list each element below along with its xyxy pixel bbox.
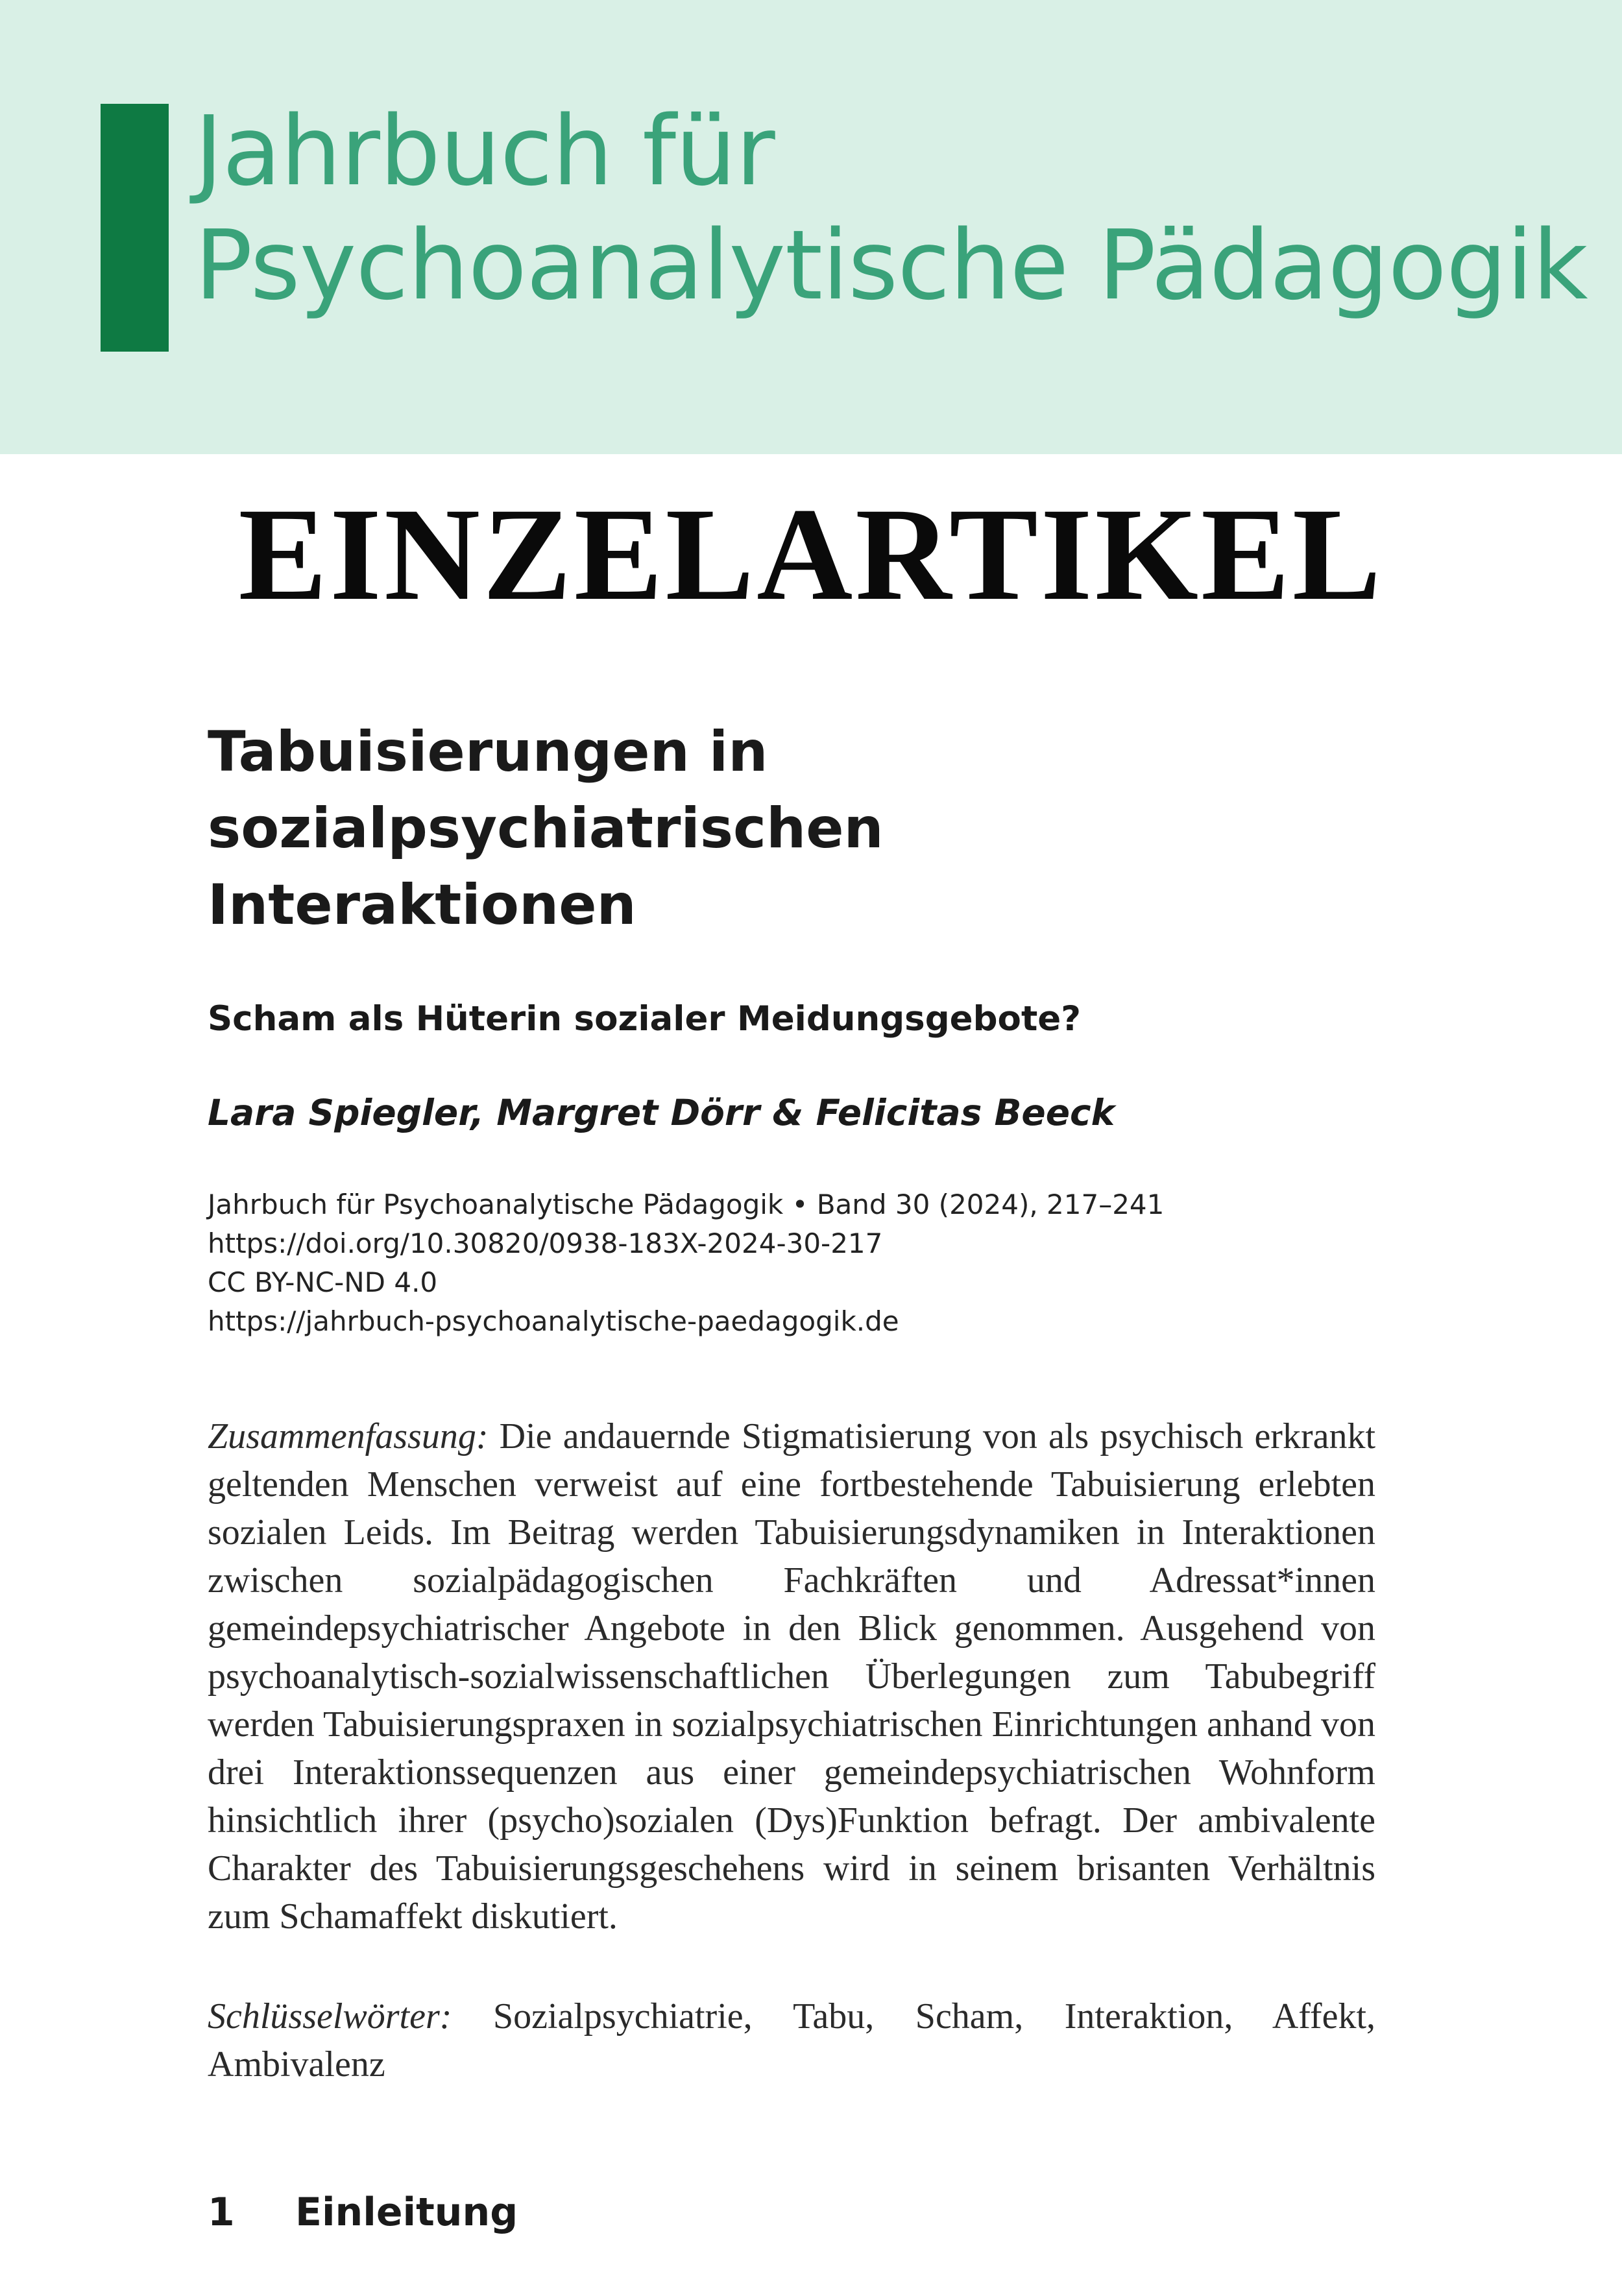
article-title-line2: sozialpsychiatrischen xyxy=(208,796,884,861)
article-title-line1: Tabuisierungen in xyxy=(208,719,768,784)
article-title xyxy=(208,714,1375,943)
abstract-text: Die andauernde Stigmatisierung von als psychisch erkrankt geltenden Menschen verweist auf eine fortbestehende Tabuisierung erlebten sozialen Leids. Im Beitrag werden Tabuisierungsdynamiken in Interaktionen zwischen sozialpädagogischen Fachkräften und Adressat*innen gemeindepsychiatrischer Angebote in den Blick genommen. Ausgehend von psychoanalytisch-sozialwissenschaftlichen Überlegungen zum Tabubegriff werden Tabuisierungspraxen in sozialpsychiatrischen Einrichtungen anhand von drei Interaktionssequenzen aus einer gemeindepsychiatrischen Wohnform hinsichtlich ihrer (psycho)sozialen (Dys)Funktion befragt. Der ambivalente Charakter des Tabuisierungsgeschehens wird in seinem brisanten Verhältnis zum Schamaffekt diskutiert. xyxy=(208,1416,1376,1937)
banner-accent-bar xyxy=(101,104,169,352)
abstract xyxy=(208,1412,1375,1940)
section-heading xyxy=(208,2186,518,2238)
article-content xyxy=(208,714,1375,2088)
document-type-label: EINZELARTIKEL xyxy=(238,481,1384,628)
keywords-label: Schlüsselwörter: xyxy=(208,1996,493,2036)
doi-link[interactable]: https://doi.org/10.30820/0938-183X-2024-30-217 xyxy=(208,1227,883,1259)
section-title: Einleitung xyxy=(295,2190,518,2235)
article-subtitle: Scham als Hüterin sozialer Meidungsgebote? xyxy=(208,999,1081,1039)
license-line: CC BY-NC-ND 4.0 xyxy=(208,1266,438,1298)
abstract-label: Zusammenfassung: xyxy=(208,1416,500,1456)
citation-line: Jahrbuch für Psychoanalytische Pädagogik • Band 30 (2024), 217–241 xyxy=(208,1189,1165,1220)
journal-title-line2: Psychoanalytische Pädagogik xyxy=(195,210,1588,321)
website-link[interactable]: https://jahrbuch-psychoanalytische-paedagogik.de xyxy=(208,1305,899,1337)
keywords-text: Sozialpsychiatrie, Tabu, Scham, Interaktion, Affekt, Ambivalenz xyxy=(208,1996,1375,2085)
journal-title xyxy=(195,94,1590,322)
article-authors: Lara Spiegler, Margret Dörr & Felicitas Beeck xyxy=(208,1092,1115,1133)
section-number: 1 xyxy=(208,2190,235,2235)
publication-meta xyxy=(208,1185,1375,1341)
article-title-line3: Interaktionen xyxy=(208,873,636,937)
journal-banner xyxy=(0,0,1622,454)
journal-title-line1: Jahrbuch für xyxy=(195,95,775,207)
keywords xyxy=(208,1992,1375,2088)
